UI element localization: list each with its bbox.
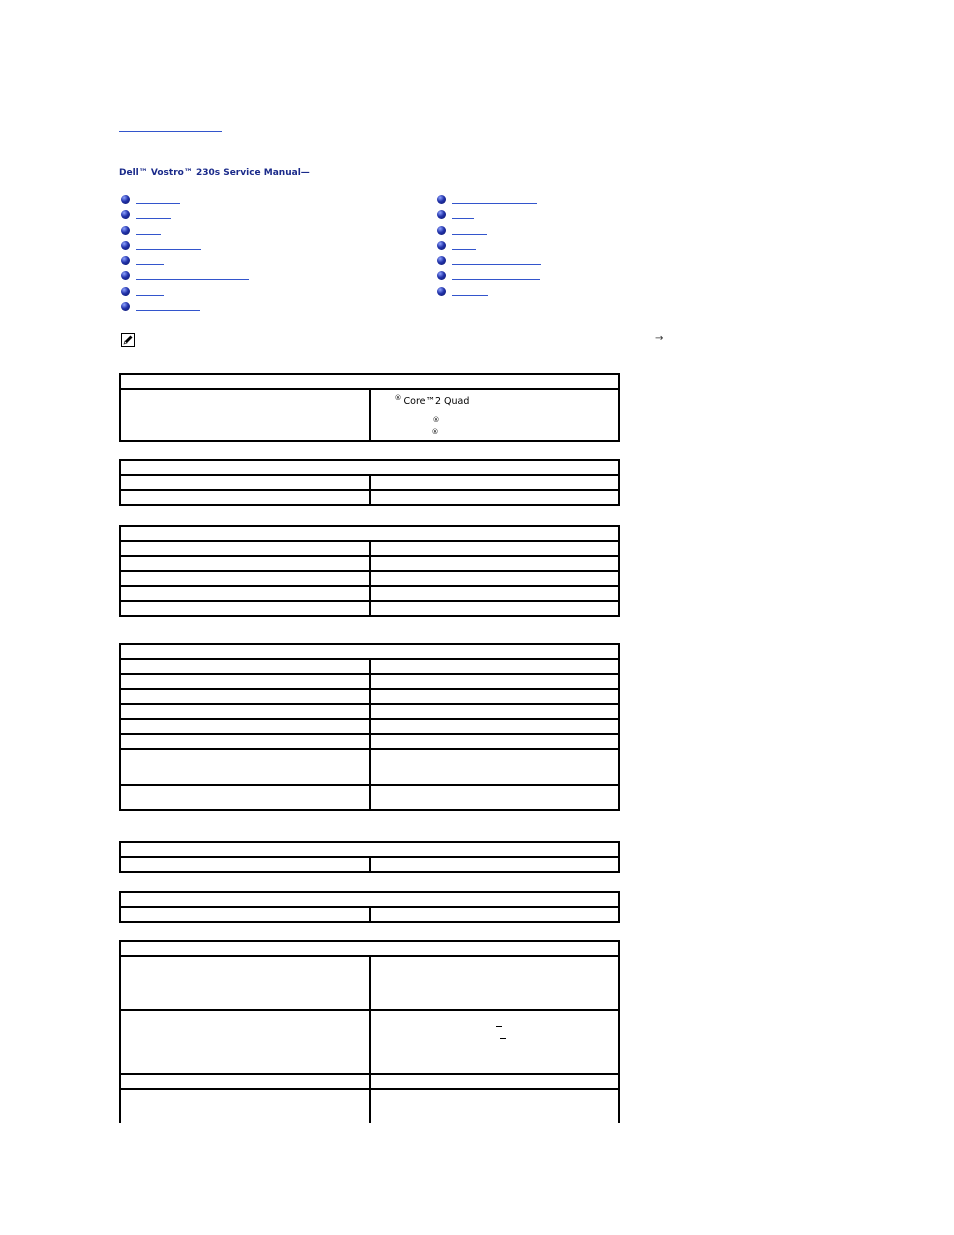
dash-mark [500,1038,506,1039]
registered-mark: ® [432,416,440,424]
registered-mark: ® [394,394,402,402]
spec-table-7 [119,940,620,1123]
processor-model: Core™2 Quad [403,396,470,408]
table-row [120,1010,619,1074]
registered-mark: ® [431,428,439,436]
table-row [120,1089,619,1123]
table-row [120,956,619,1010]
page-title: Dell™ Vostro™ 230s Service Manual— [119,168,310,178]
dash-mark [496,1026,502,1027]
table-header [120,941,619,956]
arrow-icon: → [655,333,664,344]
table-row [120,1074,619,1089]
